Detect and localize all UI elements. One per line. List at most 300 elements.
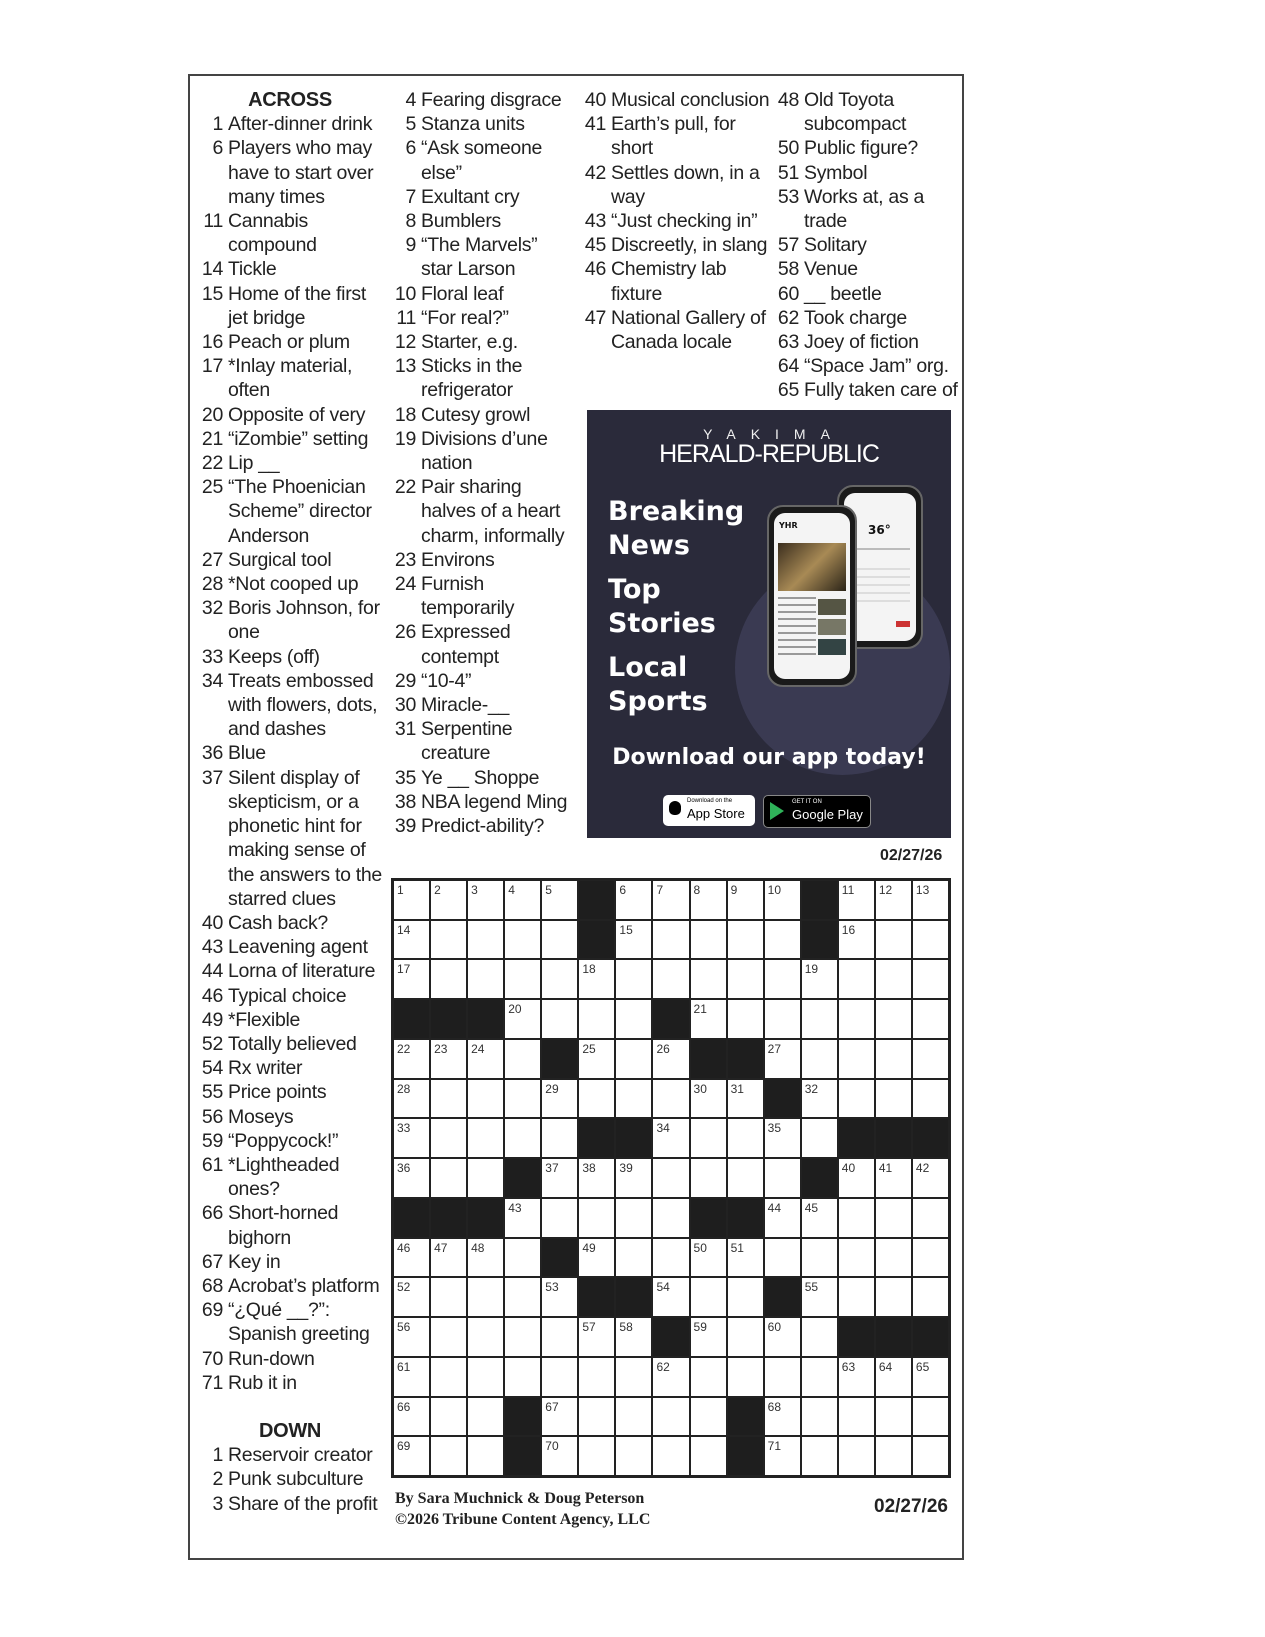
- grid-cell[interactable]: [728, 881, 763, 919]
- down-clue[interactable]: [393, 136, 573, 184]
- grid-cell[interactable]: [505, 1358, 540, 1396]
- down-clue[interactable]: [393, 427, 573, 475]
- across-clue[interactable]: [200, 1274, 390, 1298]
- across-clue[interactable]: [200, 403, 390, 427]
- grid-cell[interactable]: [468, 1159, 503, 1197]
- grid-cell[interactable]: [728, 1278, 763, 1316]
- grid-cell[interactable]: [579, 960, 614, 998]
- across-clue[interactable]: [200, 572, 390, 596]
- down-clue[interactable]: [583, 306, 773, 354]
- grid-cell[interactable]: [394, 1080, 429, 1118]
- grid-cell[interactable]: [542, 960, 577, 998]
- down-clue[interactable]: [393, 185, 573, 209]
- grid-cell[interactable]: [913, 921, 948, 959]
- across-clue[interactable]: [200, 136, 390, 209]
- grid-cell[interactable]: [468, 1239, 503, 1277]
- down-clue[interactable]: [393, 669, 573, 693]
- across-clue[interactable]: [200, 209, 390, 257]
- clue-text: __ beetle: [804, 282, 882, 305]
- grid-cell[interactable]: [505, 1199, 540, 1237]
- grid-cell[interactable]: [468, 1278, 503, 1316]
- grid-cell[interactable]: [616, 881, 651, 919]
- grid-cell[interactable]: [505, 1278, 540, 1316]
- black-square: [728, 1040, 763, 1078]
- grid-cell[interactable]: [839, 1040, 874, 1078]
- grid-cell[interactable]: [653, 1040, 688, 1078]
- cell-number: 29: [545, 1081, 559, 1096]
- google-play-button[interactable]: GET IT ON Google Play: [763, 795, 871, 828]
- across-clue[interactable]: [200, 1250, 390, 1274]
- grid-cell[interactable]: [839, 1398, 874, 1436]
- clue-number: 8: [405, 210, 416, 233]
- down-clue[interactable]: [393, 330, 573, 354]
- grid-cell[interactable]: [839, 1239, 874, 1277]
- clue-number: 33: [201, 645, 223, 668]
- down-clue[interactable]: [583, 209, 773, 233]
- down-clue[interactable]: [583, 233, 773, 257]
- across-clue[interactable]: [200, 354, 390, 402]
- down-clue[interactable]: [776, 282, 966, 306]
- across-clue[interactable]: [200, 935, 390, 959]
- across-clue[interactable]: [200, 475, 390, 548]
- grid-cell[interactable]: [728, 1159, 763, 1197]
- across-clue[interactable]: [200, 911, 390, 935]
- grid-cell[interactable]: [505, 1318, 540, 1356]
- grid-cell[interactable]: [653, 1358, 688, 1396]
- grid-cell[interactable]: [839, 1278, 874, 1316]
- app-advertisement[interactable]: [587, 410, 951, 838]
- grid-cell[interactable]: [616, 1040, 651, 1078]
- across-clue[interactable]: [200, 984, 390, 1008]
- grid-cell[interactable]: [653, 1398, 688, 1436]
- grid-cell[interactable]: [876, 881, 911, 919]
- grid-cell[interactable]: [802, 1119, 837, 1157]
- grid-cell[interactable]: [394, 1040, 429, 1078]
- phone-front-image: YHR: [767, 505, 857, 687]
- across-clue[interactable]: [200, 1032, 390, 1056]
- clue-number: 43: [584, 210, 606, 233]
- grid-cell[interactable]: [653, 1199, 688, 1237]
- grid-cell[interactable]: [839, 1358, 874, 1396]
- grid-cell[interactable]: [765, 1040, 800, 1078]
- cell-number: 15: [619, 922, 633, 937]
- grid-cell[interactable]: [579, 1437, 614, 1475]
- grid-cell[interactable]: [616, 921, 651, 959]
- grid-cell[interactable]: [579, 1358, 614, 1396]
- grid-cell[interactable]: [765, 1358, 800, 1396]
- down-clue[interactable]: [393, 790, 573, 814]
- grid-cell[interactable]: [542, 1358, 577, 1396]
- grid-cell[interactable]: [876, 1239, 911, 1277]
- down-clue[interactable]: [776, 354, 966, 378]
- grid-cell[interactable]: [394, 881, 429, 919]
- grid-cell[interactable]: [468, 1437, 503, 1475]
- grid-cell[interactable]: [876, 1278, 911, 1316]
- grid-cell[interactable]: [394, 1159, 429, 1197]
- across-clue[interactable]: [200, 1201, 390, 1249]
- across-clue[interactable]: [200, 741, 390, 765]
- grid-cell[interactable]: [802, 1318, 837, 1356]
- grid-cell[interactable]: [653, 960, 688, 998]
- grid-cell[interactable]: [913, 1000, 948, 1038]
- down-clue[interactable]: [393, 766, 573, 790]
- down-clue[interactable]: [393, 403, 573, 427]
- grid-cell[interactable]: [839, 921, 874, 959]
- grid-cell[interactable]: [765, 960, 800, 998]
- grid-cell[interactable]: [913, 1278, 948, 1316]
- down-clue[interactable]: [393, 306, 573, 330]
- grid-cell[interactable]: [691, 1000, 726, 1038]
- across-clue[interactable]: [200, 257, 390, 281]
- clue-text: *Inlay material, often: [228, 355, 353, 402]
- grid-cell[interactable]: [579, 1239, 614, 1277]
- grid-cell[interactable]: [802, 1437, 837, 1475]
- down-clue[interactable]: [776, 185, 966, 233]
- grid-cell[interactable]: [839, 1080, 874, 1118]
- grid-cell[interactable]: [505, 1080, 540, 1118]
- grid-cell[interactable]: [542, 1080, 577, 1118]
- grid-cell[interactable]: [505, 921, 540, 959]
- across-clue[interactable]: [200, 1105, 390, 1129]
- app-store-button[interactable]: Download on the App Store: [663, 795, 755, 826]
- ad-brand-logo: HERALD-REPUBLIC: [659, 440, 879, 468]
- grid-cell[interactable]: [765, 1318, 800, 1356]
- grid-cell[interactable]: [468, 881, 503, 919]
- grid-cell[interactable]: [913, 881, 948, 919]
- grid-cell[interactable]: [579, 1199, 614, 1237]
- grid-cell[interactable]: [542, 1437, 577, 1475]
- grid-cell[interactable]: [691, 1159, 726, 1197]
- grid-cell[interactable]: [468, 960, 503, 998]
- across-clue[interactable]: [200, 451, 390, 475]
- clue-number: 66: [201, 1202, 223, 1225]
- across-clue[interactable]: [200, 1056, 390, 1080]
- grid-cell[interactable]: [394, 1358, 429, 1396]
- grid-cell[interactable]: [542, 1398, 577, 1436]
- clue-number: 1: [212, 113, 223, 136]
- down-clue[interactable]: [776, 161, 966, 185]
- down-clue[interactable]: [776, 306, 966, 330]
- grid-cell[interactable]: [431, 1318, 466, 1356]
- grid-cell[interactable]: [394, 1318, 429, 1356]
- grid-cell[interactable]: [876, 1358, 911, 1396]
- cell-number: 71: [767, 1439, 782, 1454]
- grid-cell[interactable]: [653, 1080, 688, 1118]
- grid-cell[interactable]: [579, 1080, 614, 1118]
- down-clue[interactable]: [393, 88, 573, 112]
- grid-cell[interactable]: [542, 1000, 577, 1038]
- grid-cell[interactable]: [653, 881, 688, 919]
- grid-cell[interactable]: [505, 1239, 540, 1277]
- grid-cell[interactable]: [394, 1437, 429, 1475]
- across-clue[interactable]: [200, 1371, 390, 1395]
- grid-cell[interactable]: [505, 1119, 540, 1157]
- grid-cell[interactable]: [765, 1119, 800, 1157]
- grid-cell[interactable]: [579, 1159, 614, 1197]
- grid-cell[interactable]: [616, 1000, 651, 1038]
- down-clue[interactable]: [776, 378, 966, 402]
- grid-cell[interactable]: [913, 1398, 948, 1436]
- grid-cell[interactable]: [431, 1239, 466, 1277]
- grid-cell[interactable]: [765, 1159, 800, 1197]
- across-clue[interactable]: [200, 766, 390, 911]
- grid-cell[interactable]: [616, 1318, 651, 1356]
- clue-number: 50: [777, 137, 799, 160]
- down-clue[interactable]: [776, 136, 966, 160]
- cell-number: 31: [730, 1081, 744, 1096]
- grid-cell[interactable]: [394, 1398, 429, 1436]
- grid-cell[interactable]: [579, 1000, 614, 1038]
- cell-number: 64: [878, 1359, 893, 1374]
- grid-cell[interactable]: [653, 921, 688, 959]
- grid-cell[interactable]: [505, 1040, 540, 1078]
- cell-number: 51: [730, 1240, 744, 1255]
- grid-cell[interactable]: [468, 1119, 503, 1157]
- down-clue[interactable]: [583, 112, 773, 160]
- down-clue[interactable]: [393, 717, 573, 765]
- grid-cell[interactable]: [505, 881, 540, 919]
- grid-cell[interactable]: [394, 921, 429, 959]
- grid-cell[interactable]: [505, 1000, 540, 1038]
- down-clue[interactable]: [393, 233, 573, 281]
- down-clue[interactable]: [393, 814, 573, 838]
- grid-cell[interactable]: [876, 1398, 911, 1436]
- grid-cell[interactable]: [691, 1080, 726, 1118]
- black-square: [431, 1000, 466, 1038]
- grid-cell[interactable]: [653, 1437, 688, 1475]
- grid-cell[interactable]: [913, 1437, 948, 1475]
- grid-cell[interactable]: [728, 1119, 763, 1157]
- grid-cell[interactable]: [691, 921, 726, 959]
- grid-cell[interactable]: [876, 1040, 911, 1078]
- down-clue[interactable]: [583, 257, 773, 305]
- clue-text: Surgical tool: [228, 548, 332, 571]
- grid-cell[interactable]: [728, 1080, 763, 1118]
- across-clue[interactable]: [200, 669, 390, 742]
- grid-cell[interactable]: [728, 960, 763, 998]
- grid-cell[interactable]: [431, 1358, 466, 1396]
- grid-cell[interactable]: [839, 1437, 874, 1475]
- grid-cell[interactable]: [728, 1000, 763, 1038]
- grid-cell[interactable]: [913, 1239, 948, 1277]
- grid-cell[interactable]: [431, 1437, 466, 1475]
- down-clue[interactable]: [393, 354, 573, 402]
- grid-cell[interactable]: [765, 1239, 800, 1277]
- clues-column-4: [776, 88, 966, 403]
- grid-cell[interactable]: [431, 960, 466, 998]
- grid-cell[interactable]: [616, 1398, 651, 1436]
- grid-cell[interactable]: [839, 881, 874, 919]
- down-clue[interactable]: [200, 1443, 390, 1467]
- grid-cell[interactable]: [431, 1278, 466, 1316]
- grid-cell[interactable]: [802, 1080, 837, 1118]
- grid-cell[interactable]: [691, 1119, 726, 1157]
- grid-cell[interactable]: [468, 1318, 503, 1356]
- clue-text: Share of the profit: [228, 1492, 378, 1515]
- grid-cell[interactable]: [802, 1239, 837, 1277]
- grid-cell[interactable]: [579, 1398, 614, 1436]
- grid-cell[interactable]: [802, 1278, 837, 1316]
- down-clue[interactable]: [200, 1492, 390, 1516]
- grid-cell[interactable]: [913, 1358, 948, 1396]
- across-clue[interactable]: [200, 1129, 390, 1153]
- grid-cell[interactable]: [802, 1358, 837, 1396]
- across-clue[interactable]: [200, 330, 390, 354]
- grid-cell[interactable]: [765, 1398, 800, 1436]
- grid-cell[interactable]: [616, 1358, 651, 1396]
- grid-cell[interactable]: [468, 1040, 503, 1078]
- clue-number: 6: [212, 137, 223, 160]
- grid-cell[interactable]: [691, 960, 726, 998]
- grid-cell[interactable]: [431, 1080, 466, 1118]
- down-clue[interactable]: [393, 475, 573, 548]
- grid-cell[interactable]: [542, 1278, 577, 1316]
- across-clue[interactable]: [200, 282, 390, 330]
- grid-cell[interactable]: [802, 960, 837, 998]
- grid-cell[interactable]: [765, 1000, 800, 1038]
- grid-cell[interactable]: [839, 1000, 874, 1038]
- grid-cell[interactable]: [542, 1119, 577, 1157]
- grid-cell[interactable]: [431, 921, 466, 959]
- down-clue[interactable]: [393, 572, 573, 620]
- down-clue[interactable]: [393, 693, 573, 717]
- grid-cell[interactable]: [839, 960, 874, 998]
- across-clue[interactable]: [200, 1298, 390, 1346]
- grid-cell[interactable]: [876, 1000, 911, 1038]
- clue-number: 3: [212, 1492, 223, 1515]
- grid-cell[interactable]: [691, 881, 726, 919]
- grid-cell[interactable]: [431, 1398, 466, 1436]
- grid-cell[interactable]: [802, 1199, 837, 1237]
- grid-cell[interactable]: [394, 1119, 429, 1157]
- across-clue[interactable]: [200, 548, 390, 572]
- grid-cell[interactable]: [691, 1318, 726, 1356]
- grid-cell[interactable]: [913, 1159, 948, 1197]
- grid-cell[interactable]: [839, 1199, 874, 1237]
- down-clue[interactable]: [776, 330, 966, 354]
- across-clue[interactable]: [200, 1008, 390, 1032]
- grid-cell[interactable]: [691, 1358, 726, 1396]
- down-clue[interactable]: [393, 209, 573, 233]
- down-clue[interactable]: [776, 257, 966, 281]
- grid-cell[interactable]: [505, 960, 540, 998]
- grid-cell[interactable]: [876, 960, 911, 998]
- black-square: [579, 921, 614, 959]
- across-clue[interactable]: [200, 645, 390, 669]
- grid-cell[interactable]: [728, 1239, 763, 1277]
- grid-cell[interactable]: [765, 1437, 800, 1475]
- grid-cell[interactable]: [876, 1199, 911, 1237]
- grid-cell[interactable]: [691, 1278, 726, 1316]
- down-clue[interactable]: [200, 1467, 390, 1491]
- across-clue[interactable]: [200, 596, 390, 644]
- grid-cell[interactable]: [691, 1239, 726, 1277]
- down-clue[interactable]: [393, 282, 573, 306]
- grid-cell[interactable]: [876, 1437, 911, 1475]
- down-clue[interactable]: [393, 548, 573, 572]
- grid-cell[interactable]: [691, 1398, 726, 1436]
- grid-cell[interactable]: [542, 1199, 577, 1237]
- grid-cell[interactable]: [913, 1080, 948, 1118]
- grid-cell[interactable]: [394, 1239, 429, 1277]
- grid-cell[interactable]: [468, 1398, 503, 1436]
- grid-cell[interactable]: [542, 1159, 577, 1197]
- grid-cell[interactable]: [542, 921, 577, 959]
- grid-cell[interactable]: [728, 921, 763, 959]
- grid-cell[interactable]: [542, 881, 577, 919]
- across-clue[interactable]: [200, 1347, 390, 1371]
- grid-cell[interactable]: [728, 1318, 763, 1356]
- grid-cell[interactable]: [616, 1080, 651, 1118]
- across-clue[interactable]: [200, 1153, 390, 1201]
- grid-cell[interactable]: [394, 960, 429, 998]
- grid-cell[interactable]: [913, 1199, 948, 1237]
- grid-cell[interactable]: [839, 1159, 874, 1197]
- across-clue[interactable]: [200, 112, 390, 136]
- grid-cell[interactable]: [431, 1119, 466, 1157]
- grid-cell[interactable]: [876, 1080, 911, 1118]
- grid-cell[interactable]: [653, 1119, 688, 1157]
- grid-cell[interactable]: [616, 1159, 651, 1197]
- grid-cell[interactable]: [691, 1437, 726, 1475]
- grid-cell[interactable]: [765, 921, 800, 959]
- grid-cell[interactable]: [876, 921, 911, 959]
- down-clue[interactable]: [583, 88, 773, 112]
- across-clue[interactable]: [200, 1080, 390, 1104]
- grid-cell[interactable]: [468, 921, 503, 959]
- grid-cell[interactable]: [653, 1159, 688, 1197]
- grid-cell[interactable]: [913, 960, 948, 998]
- down-clue[interactable]: [583, 161, 773, 209]
- grid-cell[interactable]: [542, 1318, 577, 1356]
- clue-text: Lorna of literature: [228, 960, 376, 983]
- grid-cell[interactable]: [579, 1318, 614, 1356]
- grid-cell[interactable]: [616, 1437, 651, 1475]
- grid-cell[interactable]: [431, 1159, 466, 1197]
- grid-cell[interactable]: [876, 1159, 911, 1197]
- across-clue[interactable]: [200, 427, 390, 451]
- grid-cell[interactable]: [802, 1398, 837, 1436]
- grid-cell[interactable]: [579, 1040, 614, 1078]
- grid-cell[interactable]: [802, 1000, 837, 1038]
- grid-cell[interactable]: [431, 881, 466, 919]
- grid-cell[interactable]: [765, 1199, 800, 1237]
- grid-cell[interactable]: [394, 1278, 429, 1316]
- grid-cell[interactable]: [653, 1278, 688, 1316]
- clue-number: 48: [777, 89, 799, 111]
- grid-cell[interactable]: [616, 960, 651, 998]
- cell-number: 56: [397, 1320, 411, 1335]
- crossword-grid[interactable]: [391, 878, 951, 1478]
- cell-number: 21: [693, 1002, 707, 1017]
- cell-number: 61: [397, 1359, 411, 1374]
- grid-cell[interactable]: [728, 1358, 763, 1396]
- grid-cell[interactable]: [468, 1358, 503, 1396]
- grid-cell[interactable]: [653, 1239, 688, 1277]
- grid-cell[interactable]: [431, 1040, 466, 1078]
- grid-cell[interactable]: [616, 1239, 651, 1277]
- across-clue[interactable]: [200, 959, 390, 983]
- down-clue[interactable]: [393, 112, 573, 136]
- down-clue[interactable]: [776, 88, 966, 136]
- grid-cell[interactable]: [913, 1040, 948, 1078]
- grid-cell[interactable]: [802, 1040, 837, 1078]
- grid-cell[interactable]: [765, 881, 800, 919]
- down-clue[interactable]: [776, 233, 966, 257]
- down-clue[interactable]: [393, 620, 573, 668]
- grid-cell[interactable]: [468, 1080, 503, 1118]
- grid-cell[interactable]: [616, 1199, 651, 1237]
